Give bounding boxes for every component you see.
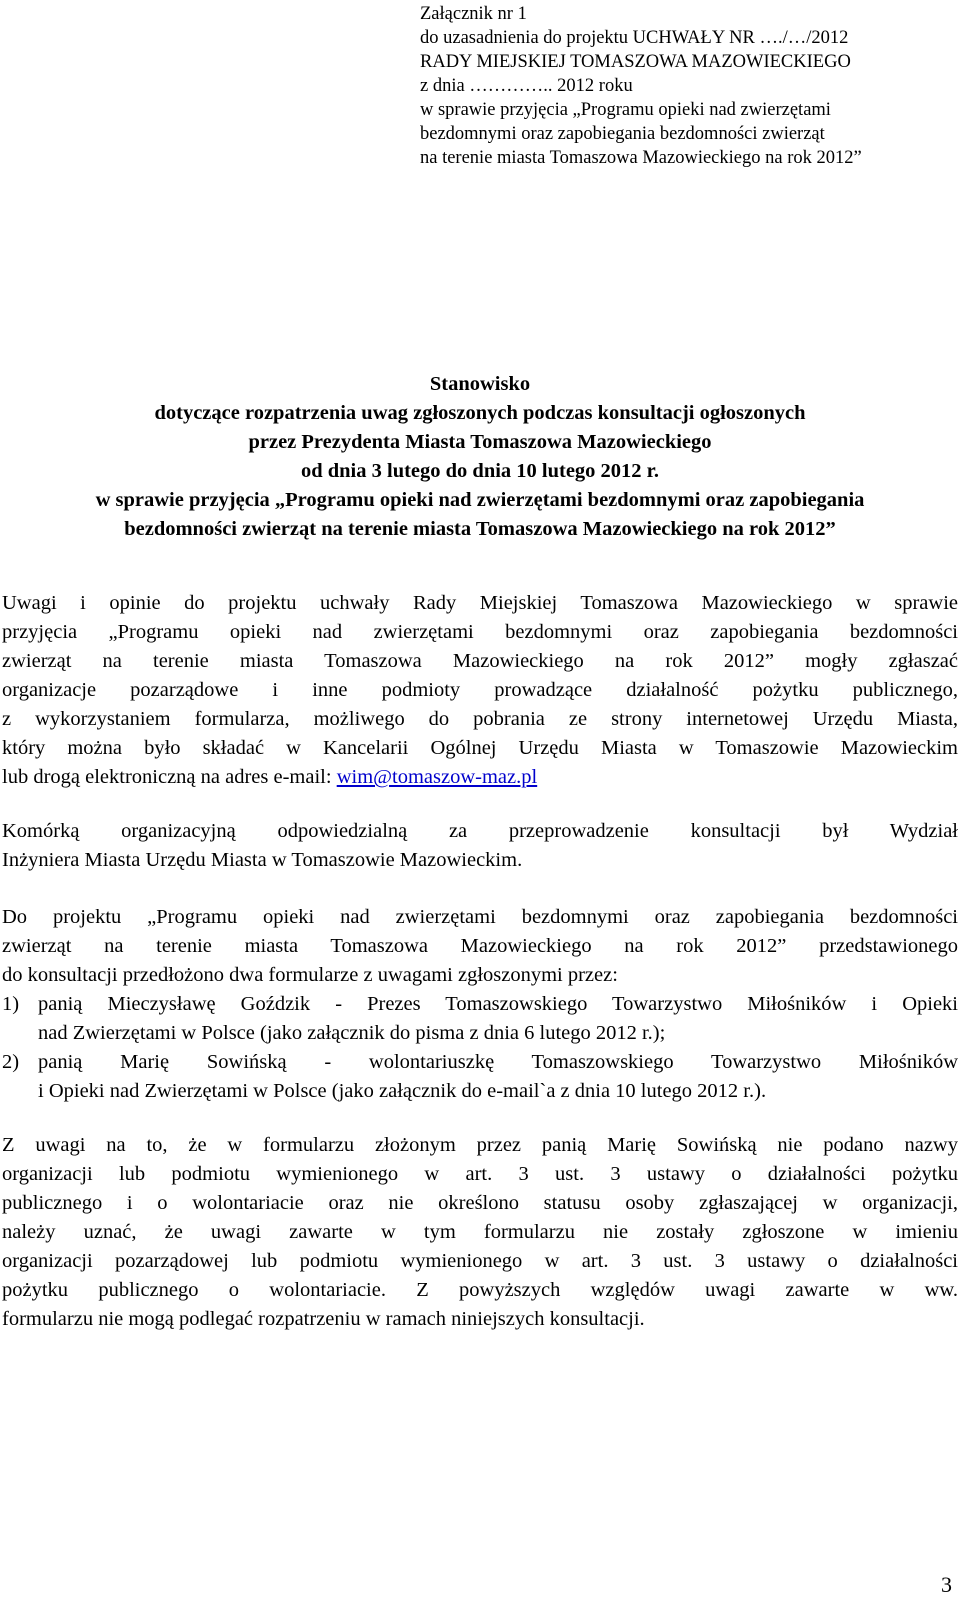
text-line: organizacje pozarządowe i inne podmioty prowadzące działalność pożytku publicznego, bbox=[2, 679, 958, 701]
text-line: panią Mieczysławę Goździk - Prezes Tomaszowskiego Towarzystwo Miłośników i Opieki bbox=[38, 993, 958, 1015]
text-line: Z uwagi na to, że w formularzu złożonym przez panią Marię Sowińską nie podano nazwy bbox=[2, 1134, 958, 1156]
header-line: do uzasadnienia do projektu UCHWAŁY NR …./…/2012 bbox=[420, 28, 849, 48]
title-line: przez Prezydenta Miasta Tomaszowa Mazowieckiego bbox=[248, 431, 712, 453]
text-line: który można było składać w Kancelarii Ogólnej Urzędu Miasta w Tomaszowie Mazowieckim bbox=[2, 737, 958, 759]
attachment-header bbox=[420, 2, 950, 170]
list-number: 1) bbox=[2, 993, 20, 1015]
header-line: RADY MIEJSKIEJ TOMASZOWA MAZOWIECKIEGO bbox=[420, 52, 851, 72]
text-line: zwierząt na terenie miasta Tomaszowa Mazowieckiego na rok 2012” przedstawionego bbox=[2, 935, 958, 957]
page-number: 3 bbox=[941, 1572, 952, 1597]
text-line: publicznego i o wolontariacie oraz nie określono statusu osoby zgłaszającej w organizacji, bbox=[2, 1192, 958, 1214]
list-item bbox=[2, 990, 958, 1048]
text-line: z wykorzystaniem formularza, możliwego do pobrania ze strony internetowej Urzędu Miasta, bbox=[2, 708, 958, 730]
text-line: Uwagi i opinie do projektu uchwały Rady Miejskiej Tomaszowa Mazowieckiego w sprawie bbox=[2, 592, 958, 614]
text-line: należy uznać, że uwagi zawarte w tym formularzu nie zostały zgłoszone w imieniu bbox=[2, 1221, 958, 1243]
title-heading: Stanowisko bbox=[429, 373, 531, 395]
text-line bbox=[2, 763, 958, 792]
paragraph-responsible-unit bbox=[2, 817, 958, 875]
text-line: Do projektu „Programu opieki nad zwierzętami bezdomnymi oraz zapobiegania bezdomności bbox=[2, 906, 958, 928]
text-fragment: lub drogą elektroniczną na adres e-mail: bbox=[2, 766, 337, 788]
text-line: do konsultacji przedłożono dwa formularze z uwagami zgłoszonymi przez: bbox=[2, 964, 618, 986]
text-line: zwierząt na terenie miasta Tomaszowa Mazowieckiego na rok 2012” mogły zgłaszać bbox=[2, 650, 958, 672]
list-number: 2) bbox=[2, 1051, 20, 1073]
text-line: Inżyniera Miasta Urzędu Miasta w Tomaszowie Mazowieckim. bbox=[2, 849, 523, 871]
title-line: w sprawie przyjęcia „Programu opieki nad zwierzętami bezdomnymi oraz zapobiegania bbox=[95, 489, 865, 511]
text-line: formularzu nie mogą podlegać rozpatrzeniu w ramach niniejszych konsultacji. bbox=[2, 1308, 645, 1330]
header-line: z dnia ………….. 2012 roku bbox=[420, 76, 633, 96]
paragraph-conclusion bbox=[2, 1131, 958, 1334]
text-line: panią Marię Sowińską - wolontariuszkę Tomaszowskiego Towarzystwo Miłośników bbox=[38, 1051, 958, 1073]
header-line: na terenie miasta Tomaszowa Mazowieckiego na rok 2012” bbox=[420, 148, 862, 168]
text-line: organizacji pozarządowej lub podmiotu wymienionego w art. 3 ust. 3 ustawy o działalności bbox=[2, 1250, 958, 1272]
email-link[interactable]: wim@tomaszow-maz.pl bbox=[336, 766, 538, 788]
paragraph-submitted-forms bbox=[2, 903, 958, 1106]
paragraph-consultation-scope bbox=[2, 589, 958, 792]
title-line: dotyczące rozpatrzenia uwag zgłoszonych podczas konsultacji ogłoszonych bbox=[154, 402, 806, 424]
text-line: i Opieki nad Zwierzętami w Polsce (jako załącznik do e-mail`a z dnia 10 lutego 2012 r.). bbox=[38, 1080, 767, 1102]
text-line: Komórką organizacyjną odpowiedzialną za przeprowadzenie konsultacji był Wydział bbox=[2, 820, 958, 842]
text-line: nad Zwierzętami w Polsce (jako załącznik do pisma z dnia 6 lutego 2012 r.); bbox=[38, 1022, 666, 1044]
text-line: przyjęcia „Programu opieki nad zwierzętami bezdomnymi oraz zapobiegania bezdomności bbox=[2, 621, 958, 643]
text-line: pożytku publicznego o wolontariacie. Z powyższych względów uwagi zawarte w ww. bbox=[2, 1279, 958, 1301]
text-line: organizacji lub podmiotu wymienionego w art. 3 ust. 3 ustawy o działalności pożytku bbox=[2, 1163, 958, 1185]
title-line: bezdomności zwierząt na terenie miasta Tomaszowa Mazowieckiego na rok 2012” bbox=[124, 518, 836, 540]
header-line: Załącznik nr 1 bbox=[420, 4, 527, 24]
header-line: bezdomnymi oraz zapobiegania bezdomności zwierząt bbox=[420, 124, 825, 144]
list-item bbox=[2, 1048, 958, 1106]
document-title bbox=[0, 370, 960, 544]
header-line: w sprawie przyjęcia „Programu opieki nad zwierzętami bbox=[420, 100, 831, 120]
title-line: od dnia 3 lutego do dnia 10 lutego 2012 r. bbox=[300, 460, 660, 482]
